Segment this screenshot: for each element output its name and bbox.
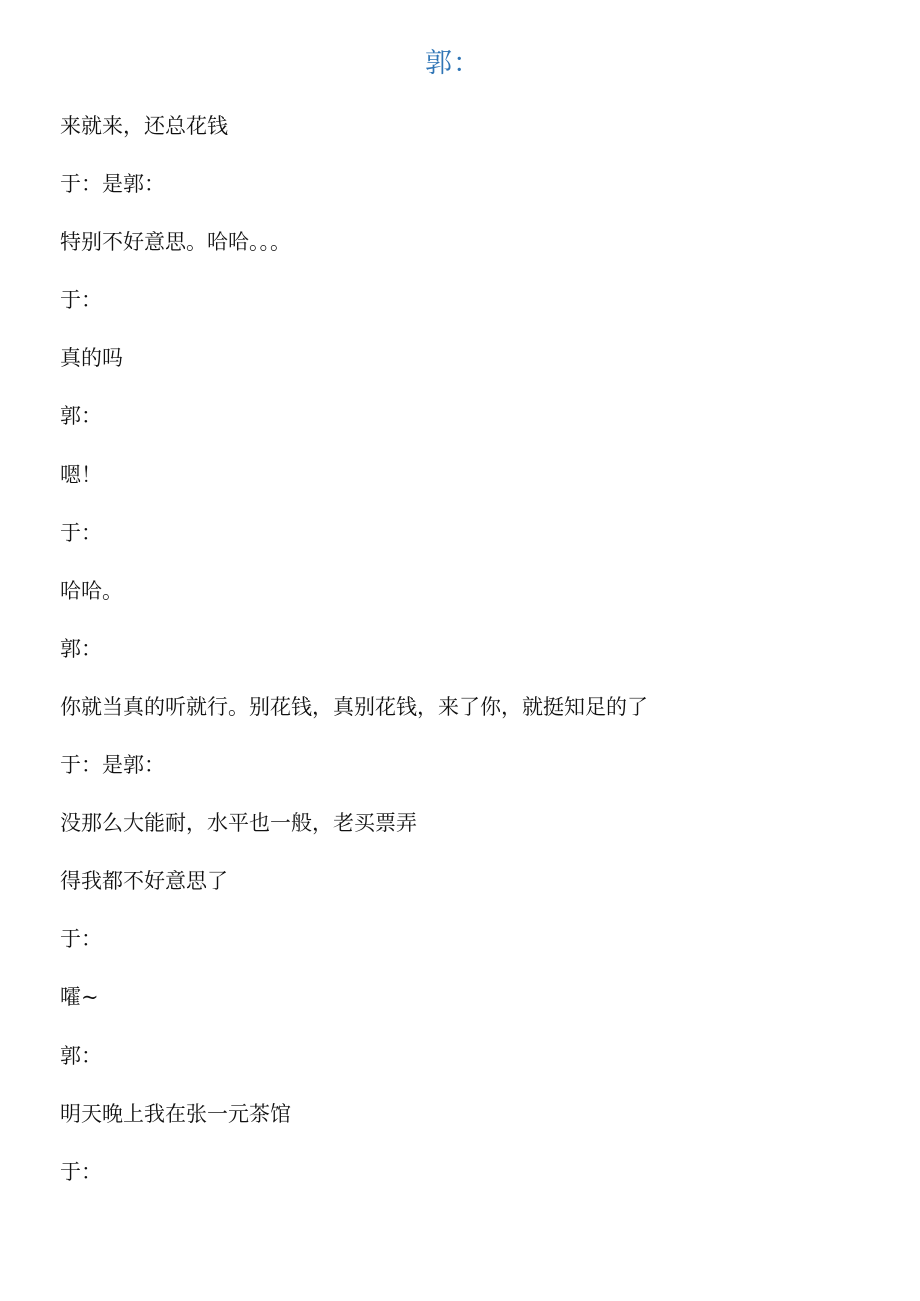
dialogue-line: 真的吗 (60, 346, 123, 371)
dialogue-line: 郭： (60, 636, 102, 661)
dialogue-line: 郭： (60, 404, 102, 429)
dialogue-line: 明天晚上我在张一元茶馆 (60, 1101, 291, 1126)
dialogue-line: 于：是郭： (60, 172, 165, 197)
document-title: 郭： (425, 48, 481, 79)
dialogue-line: 郭： (60, 1043, 102, 1068)
dialogue-line: 嗯！ (60, 462, 102, 487)
dialogue-body (60, 108, 880, 1212)
dialogue-line: 没那么大能耐，水平也一般，老买票弄 (60, 811, 417, 836)
dialogue-line: 特别不好意思。哈哈。。。 (60, 230, 291, 255)
dialogue-line: 来就来，还总花钱 (60, 114, 228, 138)
dialogue-line: 你就当真的听就行。别花钱，真别花钱，来了你，就挺知足的了 (60, 694, 648, 719)
dialogue-line: 于： (60, 520, 102, 545)
dialogue-line: 得我都不好意思了 (60, 869, 228, 894)
dialogue-line: 于：是郭： (60, 753, 165, 778)
dialogue-line: 嚯~ (60, 985, 99, 1010)
dialogue-line: 于： (60, 927, 102, 952)
dialogue-line: 哈哈。 (60, 578, 123, 603)
dialogue-line: 于： (60, 1159, 102, 1184)
dialogue-line: 于： (60, 288, 102, 313)
